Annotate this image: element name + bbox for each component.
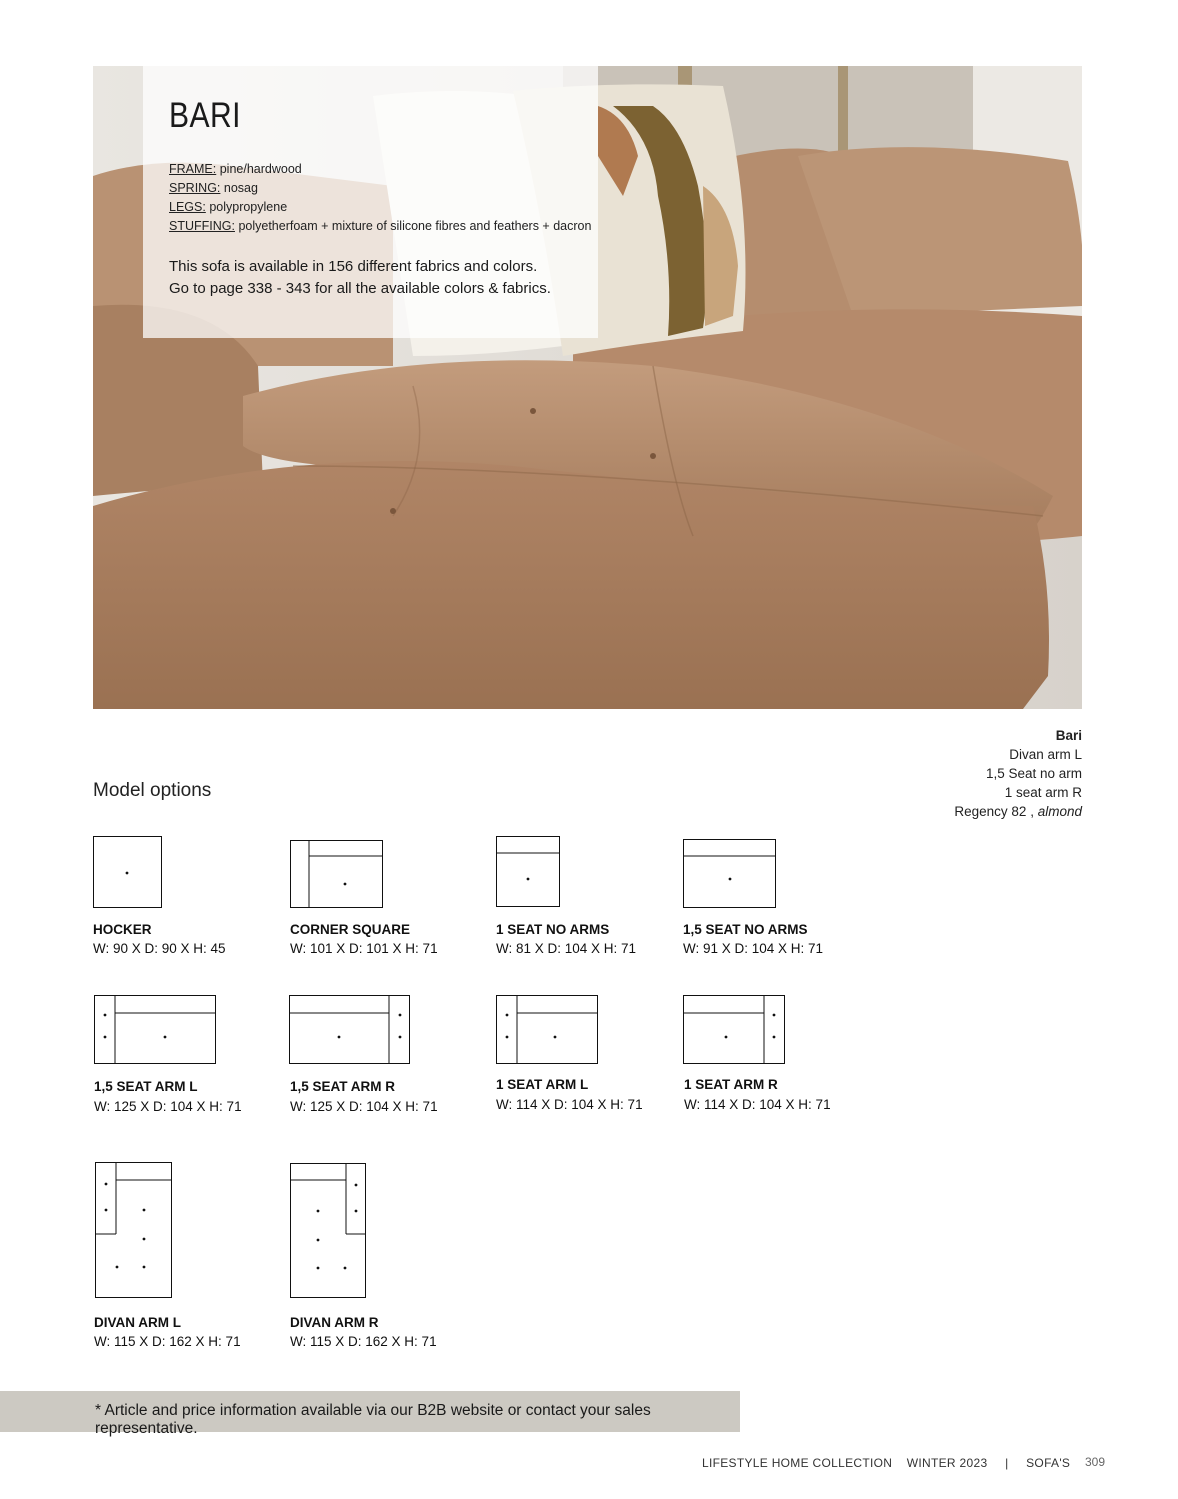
caption-fabric: Regency 82 , almond (954, 804, 1082, 819)
page-number: 309 (1085, 1455, 1106, 1469)
photo-caption (954, 726, 1082, 821)
spec-frame: FRAME: pine/hardwood (169, 162, 302, 176)
1-5-seat-arm-r-diagram (289, 995, 413, 1065)
spec-spring: SPRING: nosag (169, 181, 258, 195)
1-5-seat-arm-l-diagram (94, 995, 218, 1065)
product-info-panel (143, 66, 598, 338)
footnote-bar (0, 1391, 740, 1437)
footer-separator: | (1005, 1456, 1009, 1470)
corner-square-diagram (290, 840, 384, 910)
caption-line: 1 seat arm R (1004, 785, 1082, 800)
footer-collection: LIFESTYLE HOME COLLECTION (702, 1456, 893, 1470)
model-options-heading: Model options (93, 780, 212, 801)
1-5-seat-no-arms-diagram (683, 839, 777, 909)
hocker-diagram (93, 836, 163, 908)
1-seat-no-arms-diagram (496, 836, 562, 908)
caption-line: 1,5 Seat no arm (985, 766, 1082, 781)
spec-legs: LEGS: polypropylene (169, 200, 288, 214)
1-seat-arm-r-diagram (683, 995, 787, 1065)
page-footer (702, 1456, 1070, 1470)
caption-title: Bari (1055, 728, 1082, 743)
availability-note: This sofa is available in 156 different fabrics and colors. Go to page 338 - 343 for all the available colors & fabrics. (169, 258, 551, 297)
1-seat-arm-l-diagram (496, 995, 600, 1065)
footer-section: SOFA'S (1026, 1456, 1071, 1470)
spec-stuffing: STUFFING: polyetherfoam + mixture of silicone fibres and feathers + dacron (169, 219, 592, 233)
divan-arm-l-diagram (95, 1162, 175, 1300)
product-title: BARI (169, 96, 241, 135)
divan-arm-r-diagram (290, 1163, 370, 1301)
footnote-text: * Article and price information available via our B2B website or contact your sales representative. (95, 1402, 651, 1437)
caption-line: Divan arm L (1009, 747, 1082, 762)
spec-list (169, 160, 591, 236)
footer-season: WINTER 2023 (906, 1456, 988, 1470)
